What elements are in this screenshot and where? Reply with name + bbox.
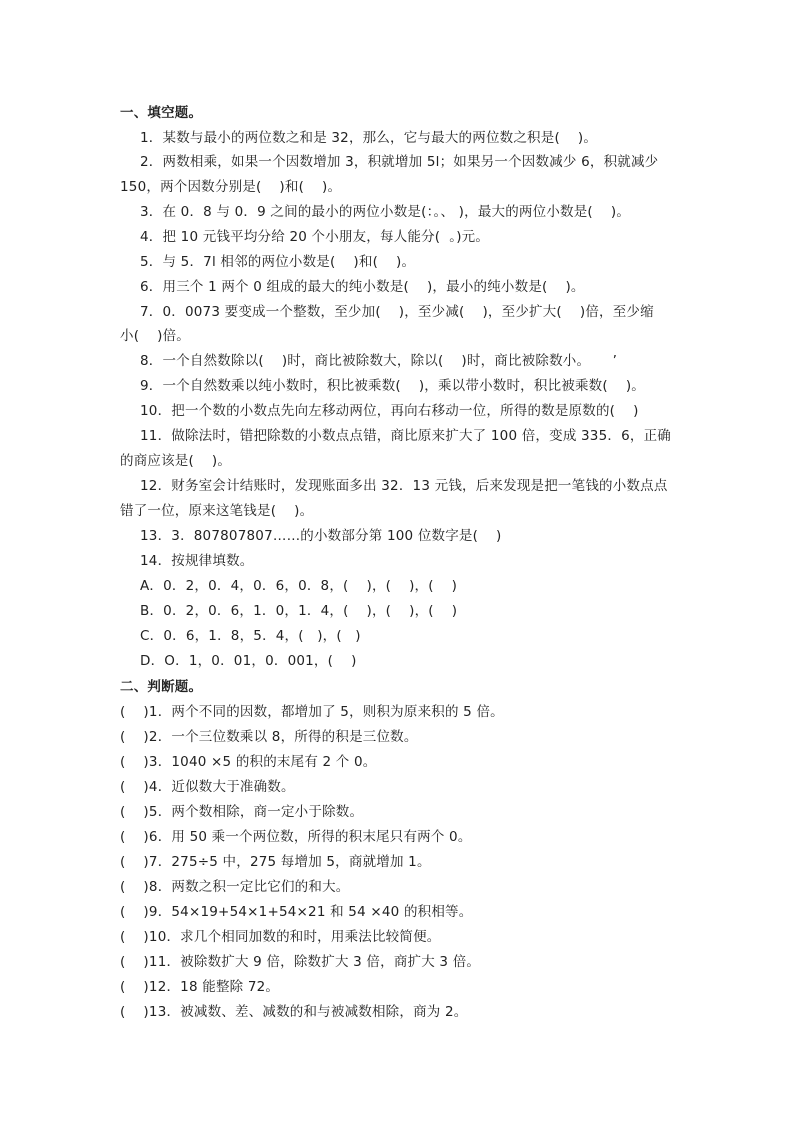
- judgment-line: ( )7．275÷5 中，275 每增加 5，商就增加 1。: [120, 854, 431, 870]
- question-line: 11．做除法时，错把除数的小数点点错，商比原来扩大了 100 倍，变成 335．6，正确: [140, 428, 671, 444]
- question-line: 1．某数与最小的两位数之和是 32，那么，它与最大的两位数之积是( )。: [140, 130, 598, 146]
- judgment-line: ( )1．两个不同的因数，都增加了 5，则积为原来积的 5 倍。: [120, 704, 504, 720]
- question-line: 9．一个自然数乘以纯小数时，积比被乘数( )，乘以带小数时，积比被乘数( )。: [140, 378, 645, 394]
- question-line: 14．按规律填数。: [140, 553, 254, 569]
- question-line: 的商应该是( )。: [120, 453, 232, 469]
- question-line: 7．0．0073 要变成一个整数，至少加( )，至少减( )，至少扩大( )倍，至少缩: [140, 304, 654, 320]
- question-line: 错了一位，原来这笔钱是( )。: [120, 503, 314, 519]
- judgment-line: ( )6．用 50 乘一个两位数，所得的积末尾只有两个 0。: [120, 829, 472, 845]
- question-line: 10．把一个数的小数点先向左移动两位，再向右移动一位，所得的数是原数的( ): [140, 403, 639, 419]
- judgment-line: ( )8．两数之积一定比它们的和大。: [120, 879, 350, 895]
- judgment-line: ( )13．被减数、差、减数的和与被减数相除，商为 2。: [120, 1004, 468, 1020]
- section-title-fill-in-blank: 一、填空题。: [120, 105, 203, 121]
- question-line: 5．与 5．7l 相邻的两位小数是( )和( )。: [140, 254, 416, 270]
- section-title-true-false: 二、判断题。: [120, 679, 203, 695]
- judgment-line: ( )4．近似数大于准确数。: [120, 779, 295, 795]
- sequence-line-d: D．O．1，0．01，0．001，( ): [140, 653, 357, 669]
- sequence-line-b: B．0．2，0．6，1．0，1．4，( )，( )，( ): [140, 603, 458, 619]
- question-line: 13．3．807807807……的小数部分第 100 位数字是( ): [140, 528, 502, 544]
- question-line: 8．一个自然数除以( )时，商比被除数大，除以( )时，商比被除数小。 ’: [140, 353, 618, 369]
- question-line: 12．财务室会计结账时，发现账面多出 32．13 元钱，后来发现是把一笔钱的小数点点: [140, 478, 668, 494]
- question-line: 小( )倍。: [120, 328, 190, 344]
- sequence-line-c: C．0．6，1．8，5．4，( )，( ): [140, 628, 361, 644]
- question-line: 6．用三个 1 两个 0 组成的最大的纯小数是( )，最小的纯小数是( )。: [140, 279, 585, 295]
- judgment-line: ( )2．一个三位数乘以 8，所得的积是三位数。: [120, 729, 418, 745]
- question-line: 3．在 0．8 与 0．9 之间的最小的两位小数是(：。、 )，最大的两位小数是( )。: [140, 204, 631, 220]
- judgment-line: ( )5．两个数相除，商一定小于除数。: [120, 804, 364, 820]
- sequence-line-a: A．0．2，0．4，0．6，0．8，( )，( )，( ): [140, 578, 458, 594]
- judgment-line: ( )9．54×19+54×1+54×21 和 54 ×40 的积相等。: [120, 904, 473, 920]
- question-line: 150，两个因数分别是( )和( )。: [120, 179, 342, 195]
- question-line: 2．两数相乘，如果一个因数增加 3，积就增加 5l；如果另一个因数减少 6，积就减少: [140, 154, 659, 170]
- judgment-line: ( )3．1040 ×5 的积的末尾有 2 个 0。: [120, 754, 377, 770]
- question-line: 4．把 10 元钱平均分给 20 个小朋友，每人能分( 。)元。: [140, 229, 490, 245]
- judgment-line: ( )10．求几个相同加数的和时，用乘法比较简便。: [120, 929, 441, 945]
- judgment-line: ( )12．18 能整除 72。: [120, 979, 280, 995]
- judgment-line: ( )11．被除数扩大 9 倍，除数扩大 3 倍，商扩大 3 倍。: [120, 954, 481, 970]
